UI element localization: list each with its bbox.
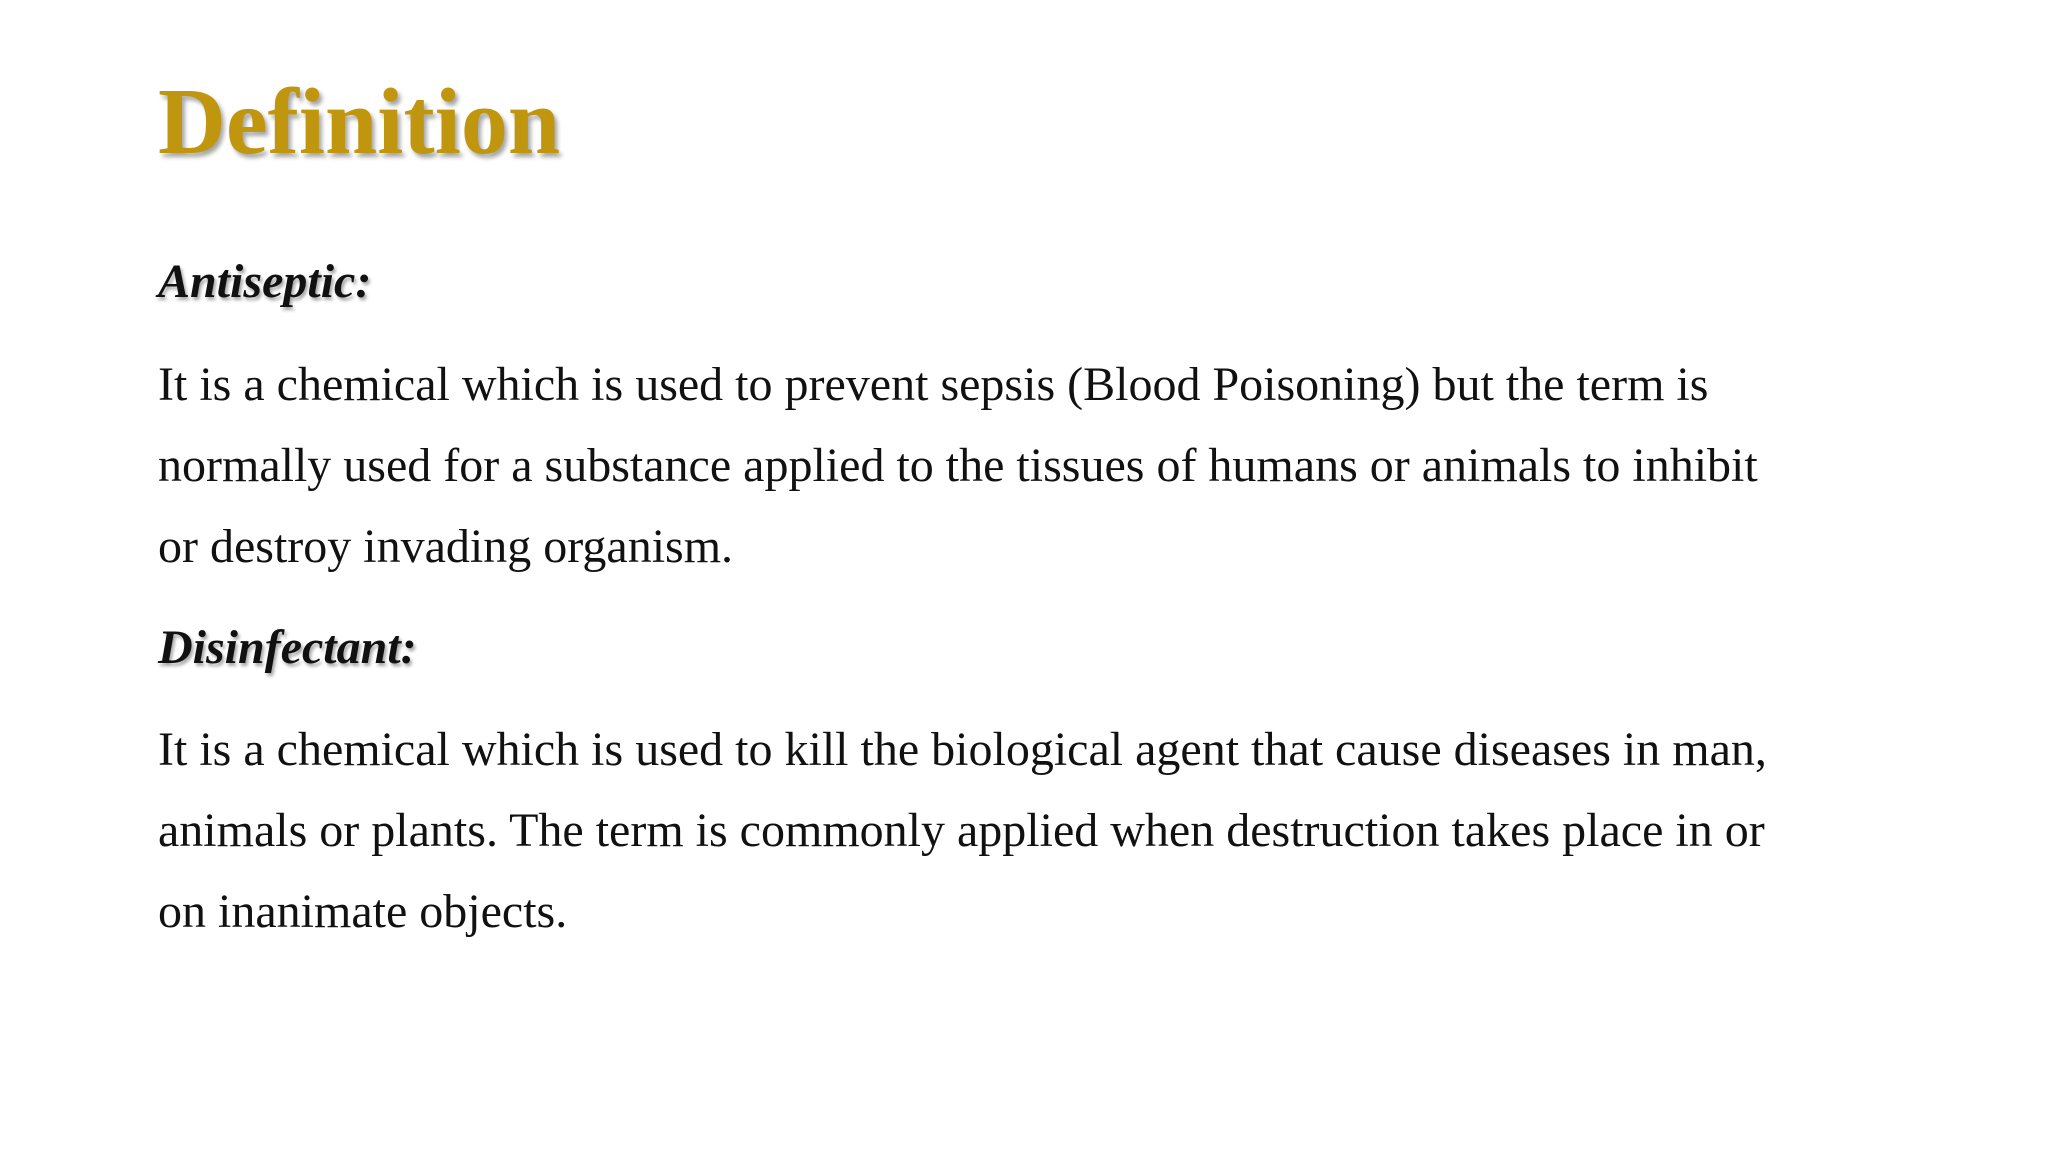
definition-disinfectant	[158, 709, 1767, 952]
term-antiseptic: Antiseptic:	[158, 255, 372, 308]
definition-line: on inanimate objects.	[158, 885, 568, 938]
definition-line: or destroy invading organism.	[158, 520, 734, 573]
slide-title: Definition	[158, 70, 561, 174]
term-disinfectant: Disinfectant:	[158, 621, 417, 674]
definition-line: It is a chemical which is used to prevent sepsis (Blood Poisoning) but the term is	[158, 358, 1709, 411]
definition-antiseptic	[158, 344, 1758, 587]
definition-line: It is a chemical which is used to kill the biological agent that cause diseases in man,	[158, 723, 1767, 776]
definition-line: normally used for a substance applied to the tissues of humans or animals to inhibit	[158, 439, 1758, 492]
definition-line: animals or plants. The term is commonly applied when destruction takes place in or	[158, 804, 1765, 857]
